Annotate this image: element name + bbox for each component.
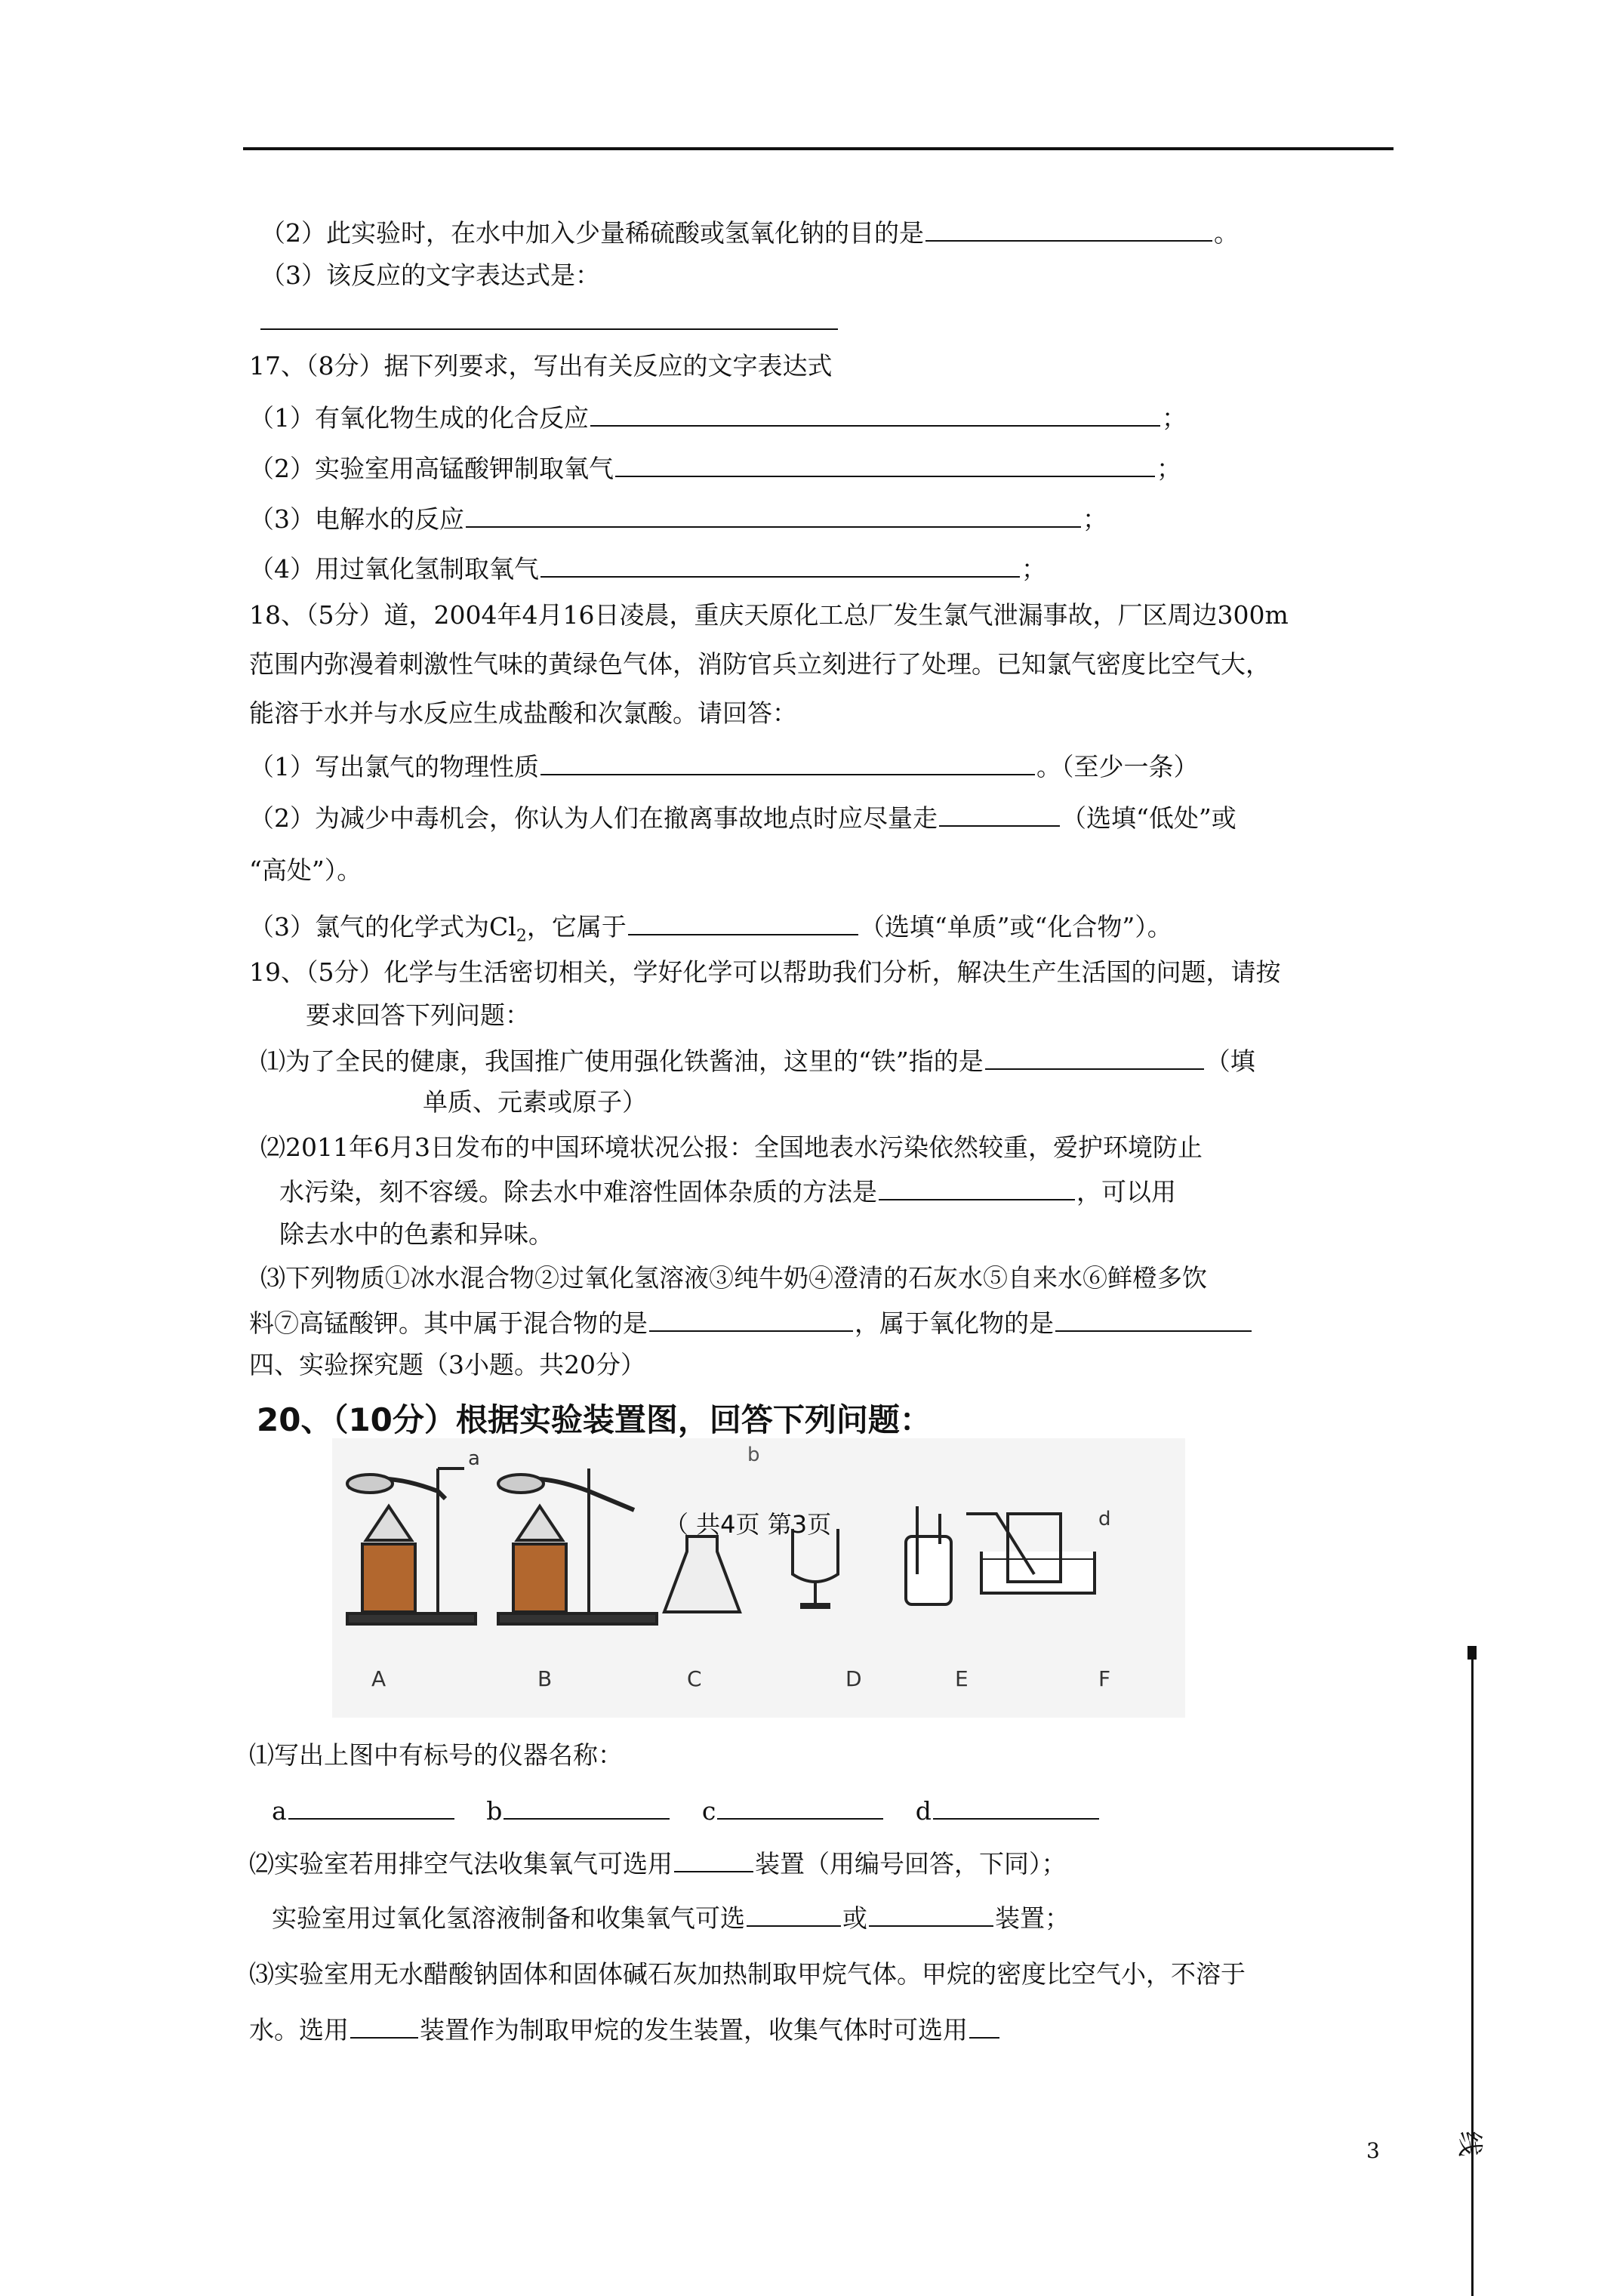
answer-blank[interactable] (628, 911, 858, 935)
q17-item-3: （3）电解水的反应 ； (249, 504, 1107, 534)
label-a-marker: a (468, 1447, 480, 1470)
page-watermark: （ 共4页 第3页 (664, 1510, 832, 1539)
answer-blank[interactable] (879, 1176, 1075, 1200)
label-d-marker: d (1098, 1508, 1111, 1530)
q19-intro-2: 要求回答下列问题： (306, 1000, 530, 1030)
answer-blank[interactable] (504, 1795, 670, 1820)
q17-item-4: （4）用过氧化氢制取氧气 ； (249, 554, 1046, 584)
q20-names-row: a b c d (272, 1795, 1101, 1826)
apparatus-label: A (371, 1666, 387, 1691)
binding-margin-line (1471, 1650, 1474, 2296)
answer-blank[interactable] (590, 402, 1160, 427)
q20-title: 20、（10分）根据实验装置图，回答下列问题： (257, 1401, 932, 1438)
q16-part2: （2）此实验时，在水中加入少量稀硫酸或氢氧化钠的目的是 。 (260, 218, 1239, 248)
q20-part2: ⑵实验室若用排空气法收集氧气可选用 装置（用编号回答，下同）； (249, 1849, 1067, 1878)
answer-blank[interactable] (674, 1848, 753, 1872)
q17-item-2: （2）实验室用高锰酸钾制取氧气 ； (249, 454, 1181, 483)
q19-part2-line3: 除去水中的色素和异味。 (279, 1219, 553, 1249)
apparatus-label: E (955, 1666, 969, 1691)
apparatus-figure (332, 1438, 1185, 1718)
q19-part3-line1: ⑶下列物质①冰水混合物②过氧化氢溶液③纯牛奶④澄清的石灰水⑤自来水⑥鲜橙多饮 (260, 1263, 1207, 1293)
q16-part3: （3）该反应的文字表达式是： (260, 260, 600, 290)
answer-blank[interactable] (466, 504, 1081, 528)
answer-blank[interactable] (1055, 1308, 1252, 1332)
answer-blank[interactable] (615, 453, 1155, 477)
answer-blank[interactable] (985, 1046, 1204, 1070)
q18-part1: （1）写出氯气的物理性质 。（至少一条） (249, 752, 1199, 781)
q19-part2-line1: ⑵2011年6月3日发布的中国环境状况公报：全国地表水污染依然较重，爱护环境防止 (260, 1133, 1203, 1162)
answer-blank[interactable] (939, 803, 1060, 827)
q19-part1-cont: 单质、元素或原子） (423, 1087, 647, 1117)
answer-blank[interactable] (350, 2014, 418, 2039)
q20-part3-line2: 水。选用 装置作为制取甲烷的发生装置，收集气体时可选用 (249, 2014, 1001, 2045)
binding-margin-tick (1467, 1646, 1477, 1660)
answer-blank[interactable] (869, 1903, 993, 1927)
section-4-title: 四、实验探究题（3小题。共20分） (249, 1350, 645, 1379)
q19-part1: ⑴为了全民的健康，我国推广使用强化铁酱油，这里的“铁”指的是 （填 (260, 1046, 1255, 1076)
apparatus-label: C (687, 1666, 702, 1691)
q20-part2b: 实验室用过氧化氢溶液制备和收集氧气可选 或 装置； (272, 1903, 1070, 1933)
q19-part3-line2: 料⑦高锰酸钾。其中属于混合物的是 ，属于氧化物的是 (249, 1308, 1253, 1339)
label-b-marker: b (747, 1444, 760, 1466)
q18-intro-1: 18、（5分）道，2004年4月16日凌晨，重庆天原化工总厂发生氯气泄漏事故，厂区周边300m (249, 600, 1289, 630)
binding-margin-mark: 线 (1454, 2131, 1485, 2157)
q19-intro-1: 19、（5分）化学与生活密切相关，学好化学可以帮助我们分析，解决生产生活国的问题，请按 (249, 957, 1281, 987)
apparatus-label: F (1098, 1666, 1111, 1691)
answer-blank[interactable] (649, 1308, 853, 1332)
answer-blank[interactable] (969, 2014, 999, 2039)
q18-part2-cont: “高处”）。 (249, 855, 362, 885)
answer-blank[interactable] (260, 328, 838, 330)
q18-intro-3: 能溶于水并与水反应生成盐酸和次氯酸。请回答： (249, 698, 797, 728)
answer-blank[interactable] (925, 217, 1212, 242)
q18-intro-2: 范围内弥漫着刺激性气味的黄绿色气体，消防官兵立刻进行了处理。已知氯气密度比空气大， (249, 649, 1270, 679)
answer-blank[interactable] (717, 1795, 883, 1820)
answer-blank[interactable] (540, 553, 1020, 578)
apparatus-label: D (845, 1666, 862, 1691)
apparatus-label: B (537, 1666, 553, 1691)
answer-blank[interactable] (933, 1795, 1099, 1820)
q19-part2-line2: 水污染，刻不容缓。除去水中难溶性固体杂质的方法是 ，可以用 (279, 1177, 1176, 1207)
answer-blank[interactable] (288, 1795, 454, 1820)
q18-part2: （2）为减少中毒机会，你认为人们在撤离事故地点时应尽量走 （选填“低处”或 (249, 803, 1236, 833)
q20-part1: ⑴写出上图中有标号的仪器名称： (249, 1740, 623, 1770)
q18-part3: （3）氯气的化学式为$Cl_2$，它属于 （选填“单质”或“化合物”）。 (249, 912, 1172, 946)
header-rule (243, 147, 1394, 150)
page-number: 3 (1366, 2138, 1380, 2163)
q20-part3-line1: ⑶实验室用无水醋酸钠固体和固体碱石灰加热制取甲烷气体。甲烷的密度比空气小，不溶于 (249, 1959, 1246, 1989)
answer-blank[interactable] (747, 1903, 841, 1927)
q17-title: 17、（8分）据下列要求，写出有关反应的文字表达式 (249, 351, 833, 381)
answer-blank[interactable] (540, 751, 1035, 775)
q17-item-1: （1）有氧化物生成的化合反应 ； (249, 403, 1187, 433)
